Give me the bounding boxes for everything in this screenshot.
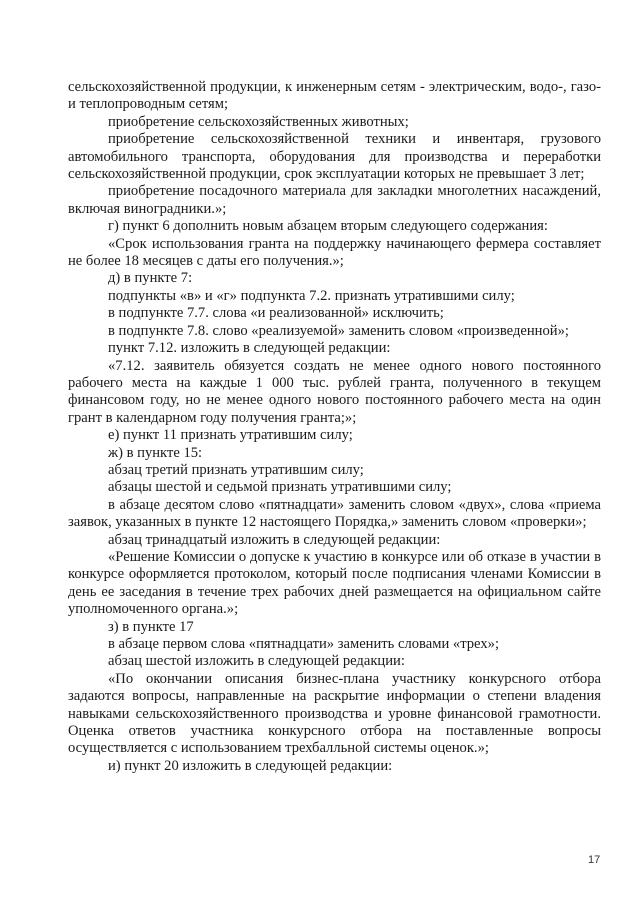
paragraph: з) в пункте 17	[108, 618, 194, 635]
paragraph: «По окончании описания бизнес-плана участнику конкурсного отбора задаются вопросы, направленные на раскрытие информации о степени владения навыками сельскохозяйственного производства и уровне финансовой грамотности. Оценка ответов участника конкурсного отбора на поставленные вопросы осуществляется с использованием трехбалльной системы оценок.»;	[68, 670, 601, 757]
paragraph: «Срок использования гранта на поддержку начинающего фермера составляет не более 18 месяцев с даты его получения.»;	[68, 235, 601, 270]
paragraph: сельскохозяйственной продукции, к инженерным сетям - электрическим, водо-, газо- и теплопроводным сетям;	[68, 79, 601, 113]
paragraph: пункт 7.12. изложить в следующей редакции:	[108, 340, 391, 357]
paragraph: подпункты «в» и «г» подпункта 7.2. признать утратившими силу;	[108, 287, 515, 304]
document-body	[68, 79, 601, 775]
paragraph: приобретение сельскохозяйственной техники и инвентаря, грузового автомобильного транспорта, оборудования для производства и переработки сельскохозяйственной продукции, срок эксплуатации которых не превышает 3 лет;	[68, 131, 601, 183]
paragraph: ж) в пункте 15:	[108, 444, 203, 461]
paragraph: в абзаце первом слова «пятнадцати» заменить словами «трех»;	[108, 636, 499, 652]
paragraph: г) пункт 6 дополнить новым абзацем вторым следующего содержания:	[108, 218, 548, 235]
paragraph: абзацы шестой и седьмой признать утратившими силу;	[108, 479, 452, 496]
paragraph: д) в пункте 7:	[108, 270, 193, 287]
paragraph: абзац тринадцатый изложить в следующей редакции:	[108, 531, 441, 548]
paragraph: приобретение сельскохозяйственных животных;	[108, 113, 409, 130]
paragraph: приобретение посадочного материала для закладки многолетних насаждений, включая виноградники.»;	[68, 183, 601, 217]
paragraph: в подпункте 7.8. слово «реализуемой» заменить словом «произведенной»;	[108, 322, 569, 339]
paragraph: абзац третий признать утратившим силу;	[108, 461, 364, 478]
paragraph: «7.12. заявитель обязуется создать не менее одного нового постоянного рабочего места на каждые 1 000 тыс. рублей гранта, полученного в текущем финансовом году, но не менее одного нового постоянного рабочего места на один грант в календарном году получения гранта;»;	[68, 357, 601, 426]
paragraph: «Решение Комиссии о допуске к участию в конкурсе или об отказе в участии в конкурсе оформляется протоколом, который после подписания членами Комиссии в день ее заседания в течение трех рабочих дней размещается на официальном сайте уполномоченного органа.»;	[68, 548, 601, 618]
paragraph: е) пункт 11 признать утратившим силу;	[108, 427, 353, 444]
paragraph: и) пункт 20 изложить в следующей редакции:	[108, 757, 393, 774]
page-number: 17	[588, 854, 601, 866]
paragraph: абзац шестой изложить в следующей редакции:	[108, 653, 405, 670]
paragraph: в подпункте 7.7. слова «и реализованной» исключить;	[108, 305, 444, 322]
paragraph: в абзаце десятом слово «пятнадцати» заменить словом «двух», слова «приема заявок, указанных в пункте 12 настоящего Порядка,» заменить словом «проверки»;	[68, 496, 601, 531]
